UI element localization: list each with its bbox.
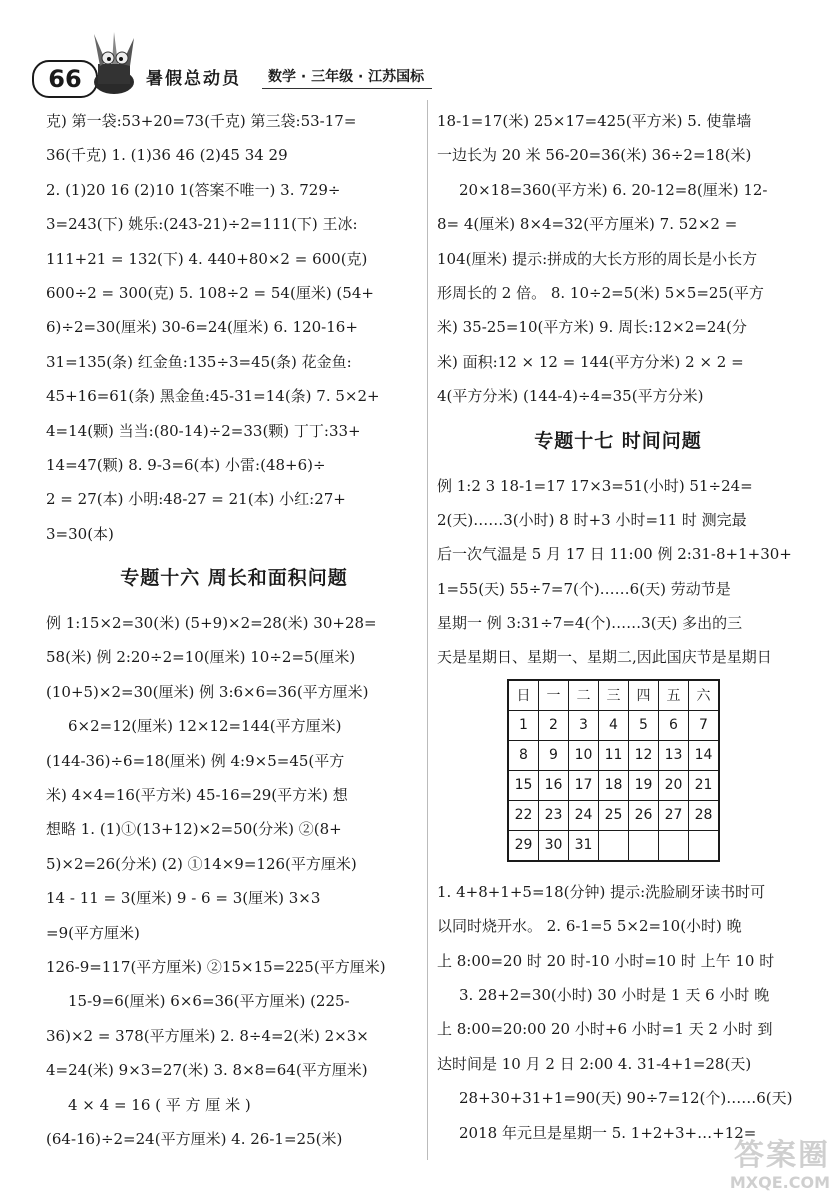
text-line: 15-9=6(厘米) 6×6=36(平方厘米) (225-	[68, 992, 350, 1011]
calendar-day: 30	[539, 830, 569, 861]
text-line: 14=47(颗) 8. 9-3=6(本) 小雷:(48+6)÷	[46, 455, 326, 474]
pencil-mascot-icon	[86, 30, 142, 96]
calendar-container	[437, 675, 799, 875]
text-line: 28+30+31+1=90(天) 90÷7=12(个)……6(天)	[459, 1089, 793, 1108]
text-line: 45+16=61(条) 黑金鱼:45-31=14(条) 7. 5×2+	[46, 387, 380, 406]
calendar-weekday: 四	[629, 680, 659, 711]
text-line: 6)÷2=30(厘米) 30-6=24(厘米) 6. 120-16+	[46, 318, 358, 337]
calendar-day: 23	[539, 800, 569, 830]
calendar-day: 7	[689, 710, 720, 740]
calendar-day: 3	[569, 710, 599, 740]
text-line: 6×2=12(厘米) 12×12=144(平方厘米)	[68, 717, 342, 736]
calendar-week-row	[508, 710, 719, 740]
calendar-header-row	[508, 680, 719, 711]
column-divider	[427, 100, 428, 1160]
calendar-weekday: 五	[659, 680, 689, 711]
calendar-day: 4	[599, 710, 629, 740]
calendar-table	[507, 679, 720, 862]
text-line: 14 - 11 = 3(厘米) 9 - 6 = 3(厘米) 3×3	[46, 889, 321, 908]
text-line: 36)×2 = 378(平方厘米) 2. 8÷4=2(米) 2×3×	[46, 1026, 369, 1045]
text-line: 5)×2=26(分米) (2) ①14×9=126(平方厘米)	[46, 854, 357, 873]
calendar-day: 10	[569, 740, 599, 770]
calendar-weekday: 日	[508, 680, 539, 711]
text-line: 2018 年元旦是星期一 5. 1+2+3+…+12=	[459, 1123, 757, 1142]
calendar-week-row	[508, 800, 719, 830]
text-line: 以同时烧开水。 2. 6-1=5 5×2=10(小时) 晚	[437, 917, 742, 936]
calendar-day: 19	[629, 770, 659, 800]
book-title: 暑假总动员	[146, 69, 241, 89]
calendar-day: 29	[508, 830, 539, 861]
calendar-day: 26	[629, 800, 659, 830]
text-line: 米) 4×4=16(平方米) 45-16=29(平方米) 想	[46, 786, 348, 805]
calendar-day: 16	[539, 770, 569, 800]
calendar-day: 11	[599, 740, 629, 770]
calendar-day: 9	[539, 740, 569, 770]
calendar-week-row	[508, 770, 719, 800]
calendar-day: 28	[689, 800, 720, 830]
calendar-week-row	[508, 830, 719, 861]
text-line: 3=243(下) 姚乐:(243-21)÷2=111(下) 王冰:	[46, 215, 358, 234]
text-line: 克) 第一袋:53+20=73(千克) 第三袋:53-17=	[46, 112, 357, 130]
watermark-text: 答案圈	[734, 1138, 830, 1173]
calendar-day: 5	[629, 710, 659, 740]
calendar-day: 24	[569, 800, 599, 830]
calendar-day: 25	[599, 800, 629, 830]
text-line: 一边长为 20 米 56-20=36(米) 36÷2=18(米)	[437, 146, 752, 165]
text-line: 3=30(本)	[46, 524, 114, 543]
calendar-weekday: 一	[539, 680, 569, 711]
calendar-weekday: 三	[599, 680, 629, 711]
text-line: 星期一 例 3:31÷7=4(个)……3(天) 多出的三	[437, 614, 743, 633]
text-line: 104(厘米) 提示:拼成的大长方形的周长是小长方	[437, 249, 758, 268]
text-line: 58(米) 例 2:20÷2=10(厘米) 10÷2=5(厘米)	[46, 648, 356, 667]
text-line: 18-1=17(米) 25×17=425(平方米) 5. 使靠墙	[437, 112, 752, 130]
text-line: 600÷2 = 300(克) 5. 108÷2 = 54(厘米) (54+	[46, 283, 374, 302]
calendar-day: 2	[539, 710, 569, 740]
calendar-day	[689, 830, 720, 861]
text-line: 2 = 27(本) 小明:48-27 = 21(本) 小红:27+	[46, 490, 346, 509]
text-line: 1. 4+8+1+5=18(分钟) 提示:洗脸刷牙读书时可	[437, 882, 766, 901]
section-title-perimeter-area: 专题十六 周长和面积问题	[120, 567, 348, 590]
header-underline	[262, 88, 432, 89]
page-header	[0, 0, 834, 100]
calendar-day: 18	[599, 770, 629, 800]
text-line: 上 8:00=20 时 20 时-10 小时=10 时 上午 10 时	[437, 951, 775, 970]
left-column	[46, 104, 422, 1156]
text-line: 2. (1)20 16 (2)10 1(答案不唯一) 3. 729÷	[46, 180, 341, 199]
calendar-day: 27	[659, 800, 689, 830]
text-line: 2(天)……3(小时) 8 时+3 小时=11 时 测完最	[437, 510, 747, 529]
text-line: 4=14(颗) 当当:(80-14)÷2=33(颗) 丁丁:33+	[46, 421, 361, 440]
text-line: 111+21 = 132(下) 4. 440+80×2 = 600(克)	[46, 249, 368, 268]
text-line: 1=55(天) 55÷7=7(个)……6(天) 劳动节是	[437, 579, 731, 598]
calendar-weekday: 六	[689, 680, 720, 711]
calendar-day	[599, 830, 629, 861]
text-line: =9(平方厘米)	[46, 923, 140, 942]
section-title-time: 专题十七 时间问题	[534, 429, 702, 452]
calendar-day: 20	[659, 770, 689, 800]
text-line: 上 8:00=20:00 20 小时+6 小时=1 天 2 小时 到	[437, 1020, 773, 1039]
calendar-week-row	[508, 740, 719, 770]
calendar-weekday: 二	[569, 680, 599, 711]
calendar-day: 1	[508, 710, 539, 740]
text-line: 31=135(条) 红金鱼:135÷3=45(条) 花金鱼:	[46, 352, 352, 371]
calendar-day	[629, 830, 659, 861]
text-line: (10+5)×2=30(厘米) 例 3:6×6=36(平方厘米)	[46, 682, 369, 701]
text-line: 例 1:15×2=30(米) (5+9)×2=28(米) 30+28=	[46, 614, 377, 633]
text-line: 例 1:2 3 18-1=17 17×3=51(小时) 51÷24=	[437, 476, 753, 495]
text-line: 天是星期日、星期一、星期二,因此国庆节是星期日	[437, 648, 772, 667]
right-column	[437, 104, 799, 1150]
calendar-day: 22	[508, 800, 539, 830]
calendar-day: 17	[569, 770, 599, 800]
book-subtitle: 数学 · 三年级 · 江苏国标	[268, 69, 425, 85]
text-line: 米) 面积:12 × 12 = 144(平方分米) 2 × 2 =	[437, 352, 744, 371]
calendar-day: 13	[659, 740, 689, 770]
calendar-day	[659, 830, 689, 861]
text-line: 20×18=360(平方米) 6. 20-12=8(厘米) 12-	[459, 180, 768, 199]
calendar-day: 6	[659, 710, 689, 740]
text-line: 126-9=117(平方厘米) ②15×15=225(平方厘米)	[46, 957, 386, 976]
watermark-url: MXQE.COM	[729, 1173, 830, 1192]
text-line: 形周长的 2 倍。 8. 10÷2=5(米) 5×5=25(平方	[437, 283, 764, 302]
calendar-day: 31	[569, 830, 599, 861]
text-line: 3. 28+2=30(小时) 30 小时是 1 天 6 小时 晚	[459, 986, 770, 1005]
text-line: (64-16)÷2=24(平方厘米) 4. 26-1=25(米)	[46, 1129, 343, 1148]
text-line: 达时间是 10 月 2 日 2:00 4. 31-4+1=28(天)	[437, 1054, 752, 1073]
text-line: 36(千克) 1. (1)36 46 (2)45 34 29	[46, 146, 288, 165]
calendar-day: 12	[629, 740, 659, 770]
calendar-day: 8	[508, 740, 539, 770]
page-number: 66	[32, 60, 98, 98]
text-line: 4 × 4 = 16 ( 平 方 厘 米 )	[68, 1095, 251, 1114]
text-line: 4(平方分米) (144-4)÷4=35(平方分米)	[437, 387, 704, 406]
text-line: 4=24(米) 9×3=27(米) 3. 8×8=64(平方厘米)	[46, 1061, 368, 1080]
calendar-day: 14	[689, 740, 720, 770]
watermark	[700, 1140, 830, 1196]
text-line: 8= 4(厘米) 8×4=32(平方厘米) 7. 52×2 =	[437, 215, 738, 234]
text-line: 想略 1. (1)①(13+12)×2=50(分米) ②(8+	[46, 820, 342, 839]
calendar-day: 21	[689, 770, 720, 800]
text-line: 米) 35-25=10(平方米) 9. 周长:12×2=24(分	[437, 318, 747, 337]
calendar-day: 15	[508, 770, 539, 800]
text-line: (144-36)÷6=18(厘米) 例 4:9×5=45(平方	[46, 751, 345, 770]
text-line: 后一次气温是 5 月 17 日 11:00 例 2:31-8+1+30+	[437, 545, 792, 564]
